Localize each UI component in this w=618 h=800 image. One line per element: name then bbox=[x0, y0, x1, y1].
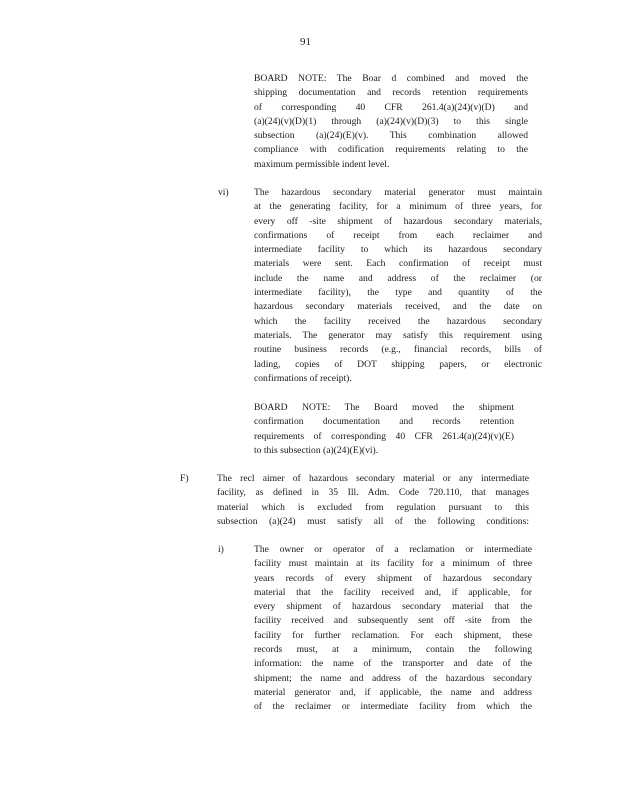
text-line: facility, as defined in 35 Ill. Adm. Code 720.110, that manages bbox=[217, 487, 529, 499]
text-line: include the name and address of the reclaimer (or bbox=[254, 272, 542, 284]
text-line: BOARD NOTE: The Board moved the shipment bbox=[254, 402, 514, 413]
text-line: records must, at a minimum, contain the following bbox=[254, 644, 532, 656]
text-line: The hazardous secondary material generator must maintain bbox=[254, 187, 542, 198]
text-line: facility must maintain at its facility for a minimum of three bbox=[254, 558, 532, 570]
text-line: material which is excluded from regulation pursuant to this bbox=[217, 501, 529, 513]
item-vi-paragraph bbox=[254, 186, 542, 386]
text-line: materials were sent. Each confirmation of receipt must bbox=[254, 258, 542, 270]
text-line: facility for further reclamation. For each shipment, these bbox=[254, 629, 532, 641]
text-line: every shipment of hazardous secondary material that the bbox=[254, 601, 532, 613]
item-i-marker: i) bbox=[218, 544, 224, 555]
text-line: routine business records (e.g., financial records, bills of bbox=[254, 344, 542, 356]
text-line: to this subsection (a)(24)(E)(vi). bbox=[254, 444, 379, 456]
text-line: facility received and subsequently sent off -site from the bbox=[254, 615, 532, 627]
text-line: (a)(24)(v)(D)(1) through (a)(24)(v)(D)(3) to this single bbox=[254, 115, 528, 127]
text-line: confirmations of receipt from each reclaimer and bbox=[254, 229, 542, 241]
text-line: compliance with codification requirements relating to the bbox=[254, 144, 528, 156]
text-line: at the generating facility, for a minimum of three years, for bbox=[254, 201, 542, 213]
text-line: which the facility received the hazardous secondary bbox=[254, 315, 542, 327]
text-line: BOARD NOTE: The Boar d combined and moved the bbox=[254, 73, 528, 84]
text-line: intermediate facility to which its hazardous secondary bbox=[254, 244, 542, 256]
item-vi-marker: vi) bbox=[218, 187, 229, 198]
text-line: confirmations of receipt). bbox=[254, 372, 352, 384]
text-line: every off -site shipment of hazardous secondary materials, bbox=[254, 215, 542, 227]
text-line: years records of every shipment of hazardous secondary bbox=[254, 572, 532, 584]
text-line: The owner or operator of a reclamation or intermediate bbox=[254, 544, 532, 555]
text-line: requirements of corresponding 40 CFR 261.4(a)(24)(v)(E) bbox=[254, 430, 514, 442]
text-line: of corresponding 40 CFR 261.4(a)(24)(v)(D) and bbox=[254, 101, 528, 113]
page-number: 91 bbox=[300, 36, 311, 48]
text-line: intermediate facility), the type and quantity of the bbox=[254, 287, 542, 299]
board-note-1 bbox=[254, 72, 528, 172]
text-line: The recl aimer of hazardous secondary material or any intermediate bbox=[217, 473, 529, 484]
text-line: lading, copies of DOT shipping papers, or electronic bbox=[254, 358, 542, 370]
text-line: subsection (a)(24) must satisfy all of the following conditions: bbox=[217, 515, 529, 527]
item-i-paragraph bbox=[254, 543, 532, 715]
text-line: hazardous secondary materials received, and the date on bbox=[254, 301, 542, 313]
item-F-marker: F) bbox=[180, 473, 189, 484]
board-note-2 bbox=[254, 401, 514, 458]
text-line: subsection (a)(24)(E)(v). This combination allowed bbox=[254, 130, 528, 142]
text-line: shipping documentation and records retention requirements bbox=[254, 87, 528, 99]
text-line: confirmation documentation and records retention bbox=[254, 416, 514, 428]
text-line: materials. The generator may satisfy this requirement using bbox=[254, 329, 542, 341]
text-line: shipment; the name and address of the hazardous secondary bbox=[254, 672, 532, 684]
text-line: of the reclaimer or intermediate facility from which the bbox=[254, 701, 532, 713]
text-line: maximum permissible indent level. bbox=[254, 158, 390, 170]
item-F-paragraph bbox=[217, 472, 529, 529]
text-line: information: the name of the transporter and date of the bbox=[254, 658, 532, 670]
text-line: material generator and, if applicable, the name and address bbox=[254, 686, 532, 698]
text-line: material that the facility received and, if applicable, for bbox=[254, 586, 532, 598]
